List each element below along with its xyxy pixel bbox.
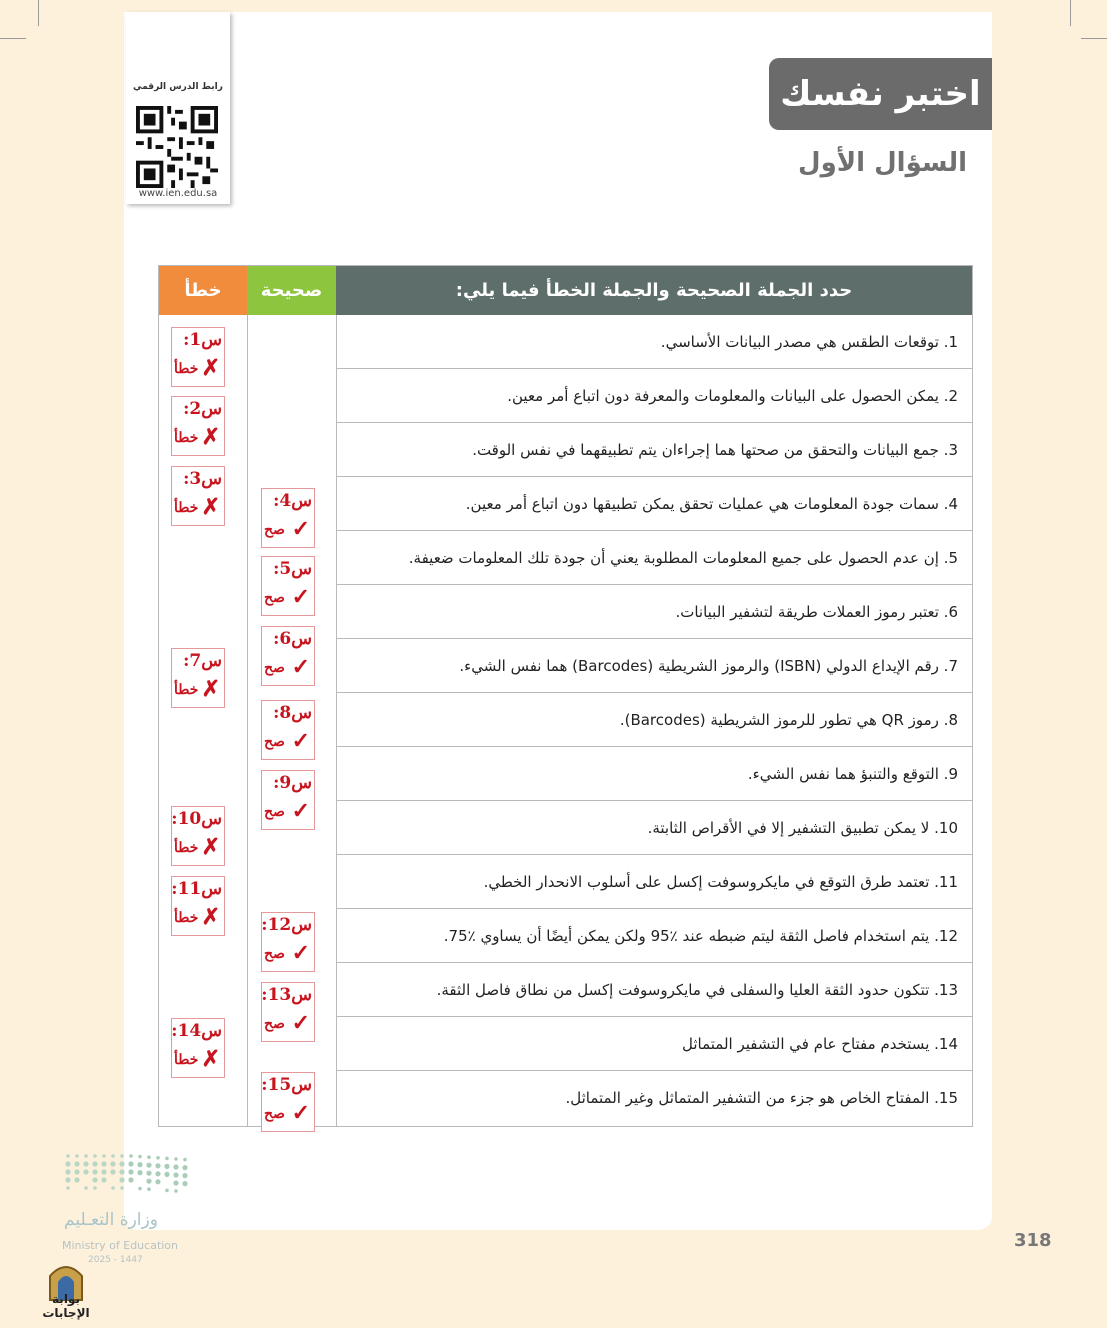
- answer-word: صح: [264, 804, 285, 820]
- answer-mark: [261, 488, 315, 548]
- check-icon: ✓: [291, 584, 310, 610]
- answer-label: س7:: [183, 651, 222, 671]
- table-row: 3. جمع البيانات والتحقق من صحتها هما إجراءان يتم تطبيقهما في نفس الوقت.: [336, 423, 972, 477]
- answer-word: خطأ: [174, 1052, 199, 1068]
- ministry-year: 2025 - 1447: [88, 1255, 143, 1265]
- answer-label: س5:: [273, 559, 312, 579]
- table-row: 9. التوقع والتنبؤ هما نفس الشيء.: [336, 747, 972, 801]
- answer-word: صح: [264, 946, 285, 962]
- header-instruction: حدد الجملة الصحيحة والجملة الخطأ فيما يلي:: [336, 266, 972, 315]
- cross-icon: ✗: [201, 355, 220, 381]
- answer-word: صح: [264, 734, 285, 750]
- ministry-dots-icon: [60, 1150, 210, 1200]
- answer-word: صح: [264, 660, 285, 676]
- qr-card[interactable]: [126, 12, 230, 204]
- question-title: السؤال الأول: [798, 148, 967, 178]
- answer-label: س6:: [273, 629, 312, 649]
- answer-mark: [171, 396, 225, 456]
- answer-word: خطأ: [174, 361, 199, 377]
- answer-word: صح: [264, 1106, 285, 1122]
- answer-label: س13:: [261, 985, 312, 1005]
- table-row: 15. المفتاح الخاص هو جزء من التشفير المتماثل وغير المتماثل.: [565, 1089, 958, 1107]
- cross-icon: ✗: [201, 424, 220, 450]
- answer-label: س9:: [273, 773, 312, 793]
- table-row: 6. تعتبر رموز العملات طريقة لتشفير البيانات.: [336, 585, 972, 639]
- answer-mark: [261, 556, 315, 616]
- answer-mark: [171, 1018, 225, 1078]
- crop-mark: [38, 0, 39, 26]
- answer-label: س12:: [261, 915, 312, 935]
- table-row: 8. رموز QR هي تطور للرموز الشريطية (Barcodes).: [336, 693, 972, 747]
- answer-label: س2:: [183, 399, 222, 419]
- table-header: [159, 266, 972, 315]
- answer-word: خطأ: [174, 910, 199, 926]
- crop-mark: [0, 38, 26, 39]
- check-icon: ✓: [291, 654, 310, 680]
- answer-word: خطأ: [174, 430, 199, 446]
- cross-icon: ✗: [201, 676, 220, 702]
- answer-word: خطأ: [174, 840, 199, 856]
- section-title: اختبر نفسك: [769, 58, 992, 130]
- answer-mark: [171, 876, 225, 936]
- answer-mark: [171, 806, 225, 866]
- answer-label: س14:: [171, 1021, 222, 1041]
- answer-word: صح: [264, 590, 285, 606]
- answer-mark: [261, 912, 315, 972]
- answer-mark: [171, 648, 225, 708]
- table-row: 14. يستخدم مفتاح عام في التشفير المتماثل: [336, 1017, 972, 1071]
- qr-label: رابط الدرس الرقمي: [133, 82, 223, 92]
- ministry-name-ar: وزارة التعـليم: [64, 1210, 158, 1230]
- answer-word: خطأ: [174, 500, 199, 516]
- table-row: 1. توقعات الطقس هي مصدر البيانات الأساسي.: [336, 315, 972, 369]
- crop-mark: [1070, 0, 1071, 26]
- cross-icon: ✗: [201, 904, 220, 930]
- answer-mark: [261, 982, 315, 1042]
- answer-mark: [261, 770, 315, 830]
- cross-icon: ✗: [201, 494, 220, 520]
- table-row: 7. رقم الإيداع الدولي (ISBN) والرموز الشريطية (Barcodes) هما نفس الشيء.: [336, 639, 972, 693]
- cross-icon: ✗: [201, 834, 220, 860]
- answer-mark: [171, 466, 225, 526]
- watermark-text: بوابة الإجابات: [42, 1292, 90, 1320]
- answer-word: خطأ: [174, 682, 199, 698]
- answer-label: س10:: [171, 809, 222, 829]
- check-icon: ✓: [291, 1010, 310, 1036]
- table-row: 5. إن عدم الحصول على جميع المعلومات المطلوبة يعني أن جودة تلك المعلومات ضعيفة.: [336, 531, 972, 585]
- qr-url[interactable]: www.ien.edu.sa: [138, 188, 218, 199]
- check-icon: ✓: [291, 1100, 310, 1126]
- answer-label: س11:: [171, 879, 222, 899]
- check-icon: ✓: [291, 798, 310, 824]
- header-false: خطأ: [159, 266, 247, 315]
- answer-label: س15:: [261, 1075, 312, 1095]
- answer-label: س8:: [273, 703, 312, 723]
- answer-mark: [261, 626, 315, 686]
- check-icon: ✓: [291, 940, 310, 966]
- answer-label: س4:: [273, 491, 312, 511]
- watermark-logo: [28, 1256, 104, 1320]
- table-row: 4. سمات جودة المعلومات هي عمليات تحقق يمكن تطبيقها دون اتباع أمر معين.: [336, 477, 972, 531]
- crop-mark: [1081, 38, 1107, 39]
- check-icon: ✓: [291, 728, 310, 754]
- answer-label: س1:: [183, 330, 222, 350]
- table-row: 2. يمكن الحصول على البيانات والمعلومات والمعرفة دون اتباع أمر معين.: [336, 369, 972, 423]
- ministry-name-en: Ministry of Education: [62, 1239, 179, 1252]
- answer-mark: [261, 1072, 315, 1132]
- page-number: 318: [1014, 1230, 1052, 1251]
- header-true: صحيحة: [247, 266, 336, 315]
- answer-word: صح: [264, 522, 285, 538]
- table-row: 11. تعتمد طرق التوقع في مايكروسوفت إكسل على أسلوب الانحدار الخطي.: [336, 855, 972, 909]
- table-row: 12. يتم استخدام فاصل الثقة ليتم ضبطه عند ٪95 ولكن يمكن أيضًا أن يساوي ٪75.: [336, 909, 972, 963]
- answer-label: س3:: [183, 469, 222, 489]
- answer-word: صح: [264, 1016, 285, 1032]
- check-icon: ✓: [291, 516, 310, 542]
- answer-mark: [171, 327, 225, 387]
- table-row: 10. لا يمكن تطبيق التشفير إلا في الأقراص الثابتة.: [336, 801, 972, 855]
- cross-icon: ✗: [201, 1046, 220, 1072]
- table-row: 13. تتكون حدود الثقة العليا والسفلى في مايكروسوفت إكسل من نطاق فاصل الثقة.: [336, 963, 972, 1017]
- qr-code-icon: [136, 106, 218, 188]
- answer-mark: [261, 700, 315, 760]
